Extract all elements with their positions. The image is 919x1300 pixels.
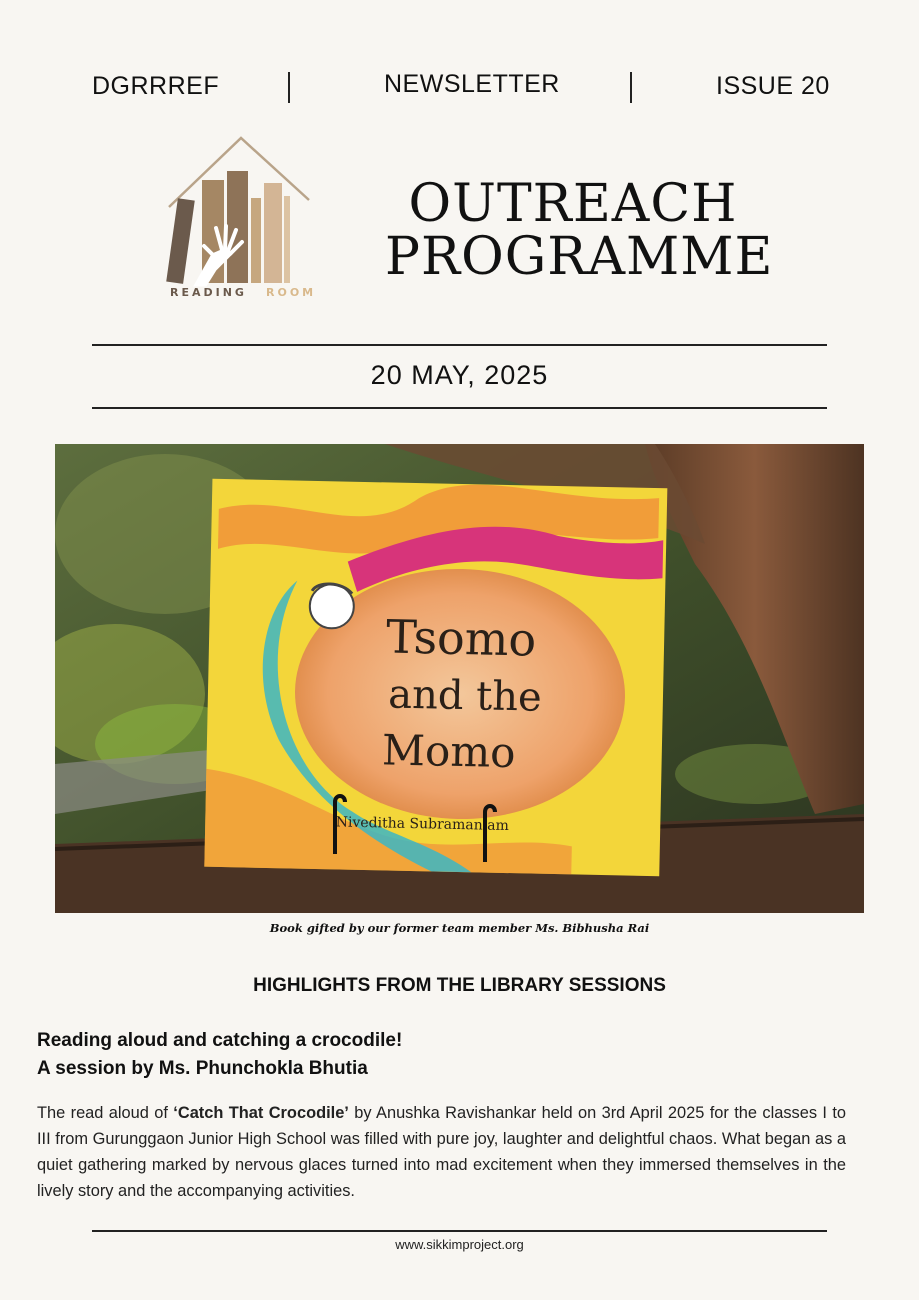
logo-word-reading: READING (170, 286, 247, 299)
section-heading: HIGHLIGHTS FROM THE LIBRARY SESSIONS (253, 975, 666, 996)
photo-caption: Book gifted by our former team member Ms. Bibhusha Rai (269, 921, 650, 935)
article-body-intro: The read aloud of (37, 1104, 174, 1122)
article-body-rest: by Anushka Ravishankar held on 3rd April 2025 for the classes I to III from Gurunggaon Junior High School was filled with pure joy, laughter and delightful chaos. What began as a quiet gathering marked by nervous glaces turned into mad excitement when they immersed themselves in the lively story and the accompanying activities. (37, 1104, 846, 1200)
book-photo (55, 444, 864, 913)
book-cover (204, 479, 667, 876)
header-divider (630, 72, 632, 103)
article-title: Reading aloud and catching a crocodile! (37, 1030, 403, 1051)
issue-date: 20 MAY, 2025 (370, 360, 549, 390)
book-title-line3: Momo (381, 725, 516, 778)
logo-book (284, 196, 290, 283)
book-title-line1: Tsomo (385, 609, 537, 667)
book-title-line2: and the (387, 671, 543, 721)
title-line-1: OUTREACH (408, 174, 738, 234)
article-subtitle: A session by Ms. Phunchokla Bhutia (37, 1058, 368, 1079)
divider-line (92, 1230, 827, 1232)
header-divider (288, 72, 290, 103)
article-body (37, 1100, 846, 1204)
footer-website[interactable]: www.sikkimproject.org (395, 1237, 524, 1252)
page-title (385, 174, 774, 287)
issue-number: ISSUE 20 (716, 72, 830, 100)
logo-book (166, 198, 195, 284)
reading-room-logo (166, 136, 316, 301)
newsletter-org: DGRRREF (92, 72, 220, 100)
logo-book (264, 183, 282, 283)
logo-word-room: ROOM (266, 286, 316, 299)
divider-line (92, 344, 827, 346)
title-line-2: PROGRAMME (385, 227, 774, 287)
divider-line (92, 407, 827, 409)
article-book-title: ‘Catch That Crocodile’ (173, 1104, 349, 1122)
newsletter-label: NEWSLETTER (384, 70, 560, 98)
logo-book (251, 198, 261, 283)
book-author: Niveditha Subramaniam (335, 814, 509, 835)
logo-book (227, 171, 248, 283)
